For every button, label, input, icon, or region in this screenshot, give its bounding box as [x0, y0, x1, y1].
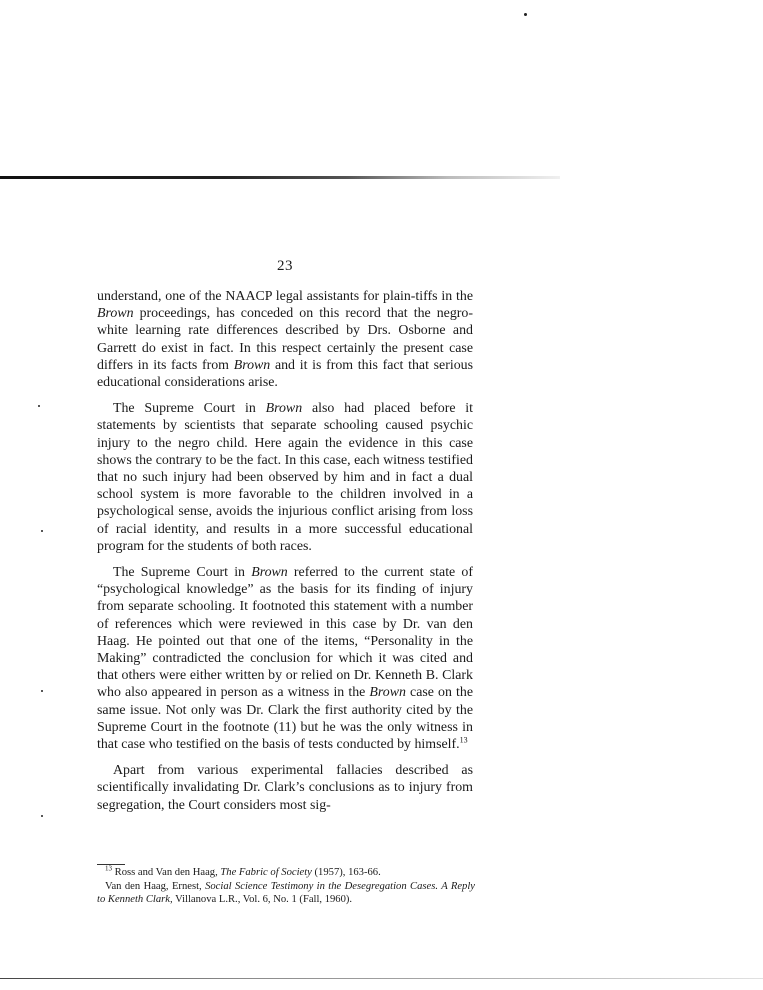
text-run: (1957), 163-66.	[311, 867, 381, 878]
footnote-ref: 13	[105, 864, 112, 873]
scan-bottom-rule	[0, 978, 763, 979]
text-run: proceedings, has conceded on this record that the negro-white learning rate differences described by Drs. Osborne and Garrett do exist in fact. In this respect certainly the present case differs in its facts from	[97, 306, 473, 373]
paragraph	[97, 762, 473, 814]
body-text	[97, 288, 473, 814]
paragraph	[97, 400, 473, 555]
text-run: referred to the current state of “psychological knowledge” as the basis for its finding of injury from separate schooling. It footnoted this statement with a number of references which were reviewed in this case by Dr. van den Haag. He pointed out that one of the items, “Personality in the Making” contradicted the conclusion for which it was cited and that others were either written by or relied on Dr. Kenneth B. Clark who also appeared in person as a witness in the	[97, 565, 473, 701]
text-run: case on the same issue. Not only was Dr. Clark the first authority cited by the Supreme Court in the footnote (11) but he was the only witness in that case who testified on the basis of tests conducted by himself.	[97, 685, 473, 753]
scan-speck	[41, 815, 43, 817]
scan-speck	[41, 690, 43, 692]
italic-text: Brown	[265, 401, 303, 417]
scan-speck	[524, 13, 527, 16]
text-run: Ross and Van den Haag,	[112, 867, 221, 878]
page-number: 23	[277, 258, 293, 274]
italic-text: Brown	[369, 685, 406, 701]
text-run: understand, one of the NAACP legal assistants for plain-tiffs in the	[97, 289, 473, 304]
footnote	[97, 866, 475, 880]
footnote-ref: 13	[459, 735, 468, 745]
text-run: Apart from various experimental fallacies described as scientifically invalidating Dr. Clark’s conclusions as to injury from segregation, the Court considers most sig-	[97, 763, 473, 813]
italic-text: The Fabric of Society	[220, 867, 312, 878]
italic-text: Brown	[233, 357, 271, 373]
italic-text: Social Science Testimony in the Desegregation Cases. A Reply to Kenneth Clark,	[97, 880, 475, 906]
paragraph	[97, 288, 473, 391]
italic-text: Brown	[97, 306, 134, 322]
footnote	[97, 880, 475, 907]
text-run: Van den Haag, Ernest,	[105, 880, 206, 892]
scan-top-rule	[0, 176, 560, 179]
text-run: The Supreme Court in	[113, 565, 252, 581]
scan-speck	[38, 405, 40, 407]
paragraph	[97, 564, 473, 753]
italic-text: Brown	[251, 565, 288, 581]
text-run: and it is from this fact that serious educational considerations arise.	[97, 357, 473, 391]
text-run: The Supreme Court in	[113, 401, 266, 417]
text-run: also had placed before it statements by scientists that separate schooling caused psychic injury to the negro child. Here again the evidence in this case shows the contrary to be the fact. In this case, each witness testified that no such injury had been observed by him and in fact a dual school system is more favorable to the children involved in a psychological sense, avoids the injurious conflict arising from loss of racial identity, and results in a more successful educational program for the students of both races.	[97, 401, 473, 554]
footnotes	[97, 866, 475, 907]
scan-speck	[41, 530, 43, 532]
text-run: Villanova L.R., Vol. 6, No. 1 (Fall, 1960).	[172, 894, 353, 906]
